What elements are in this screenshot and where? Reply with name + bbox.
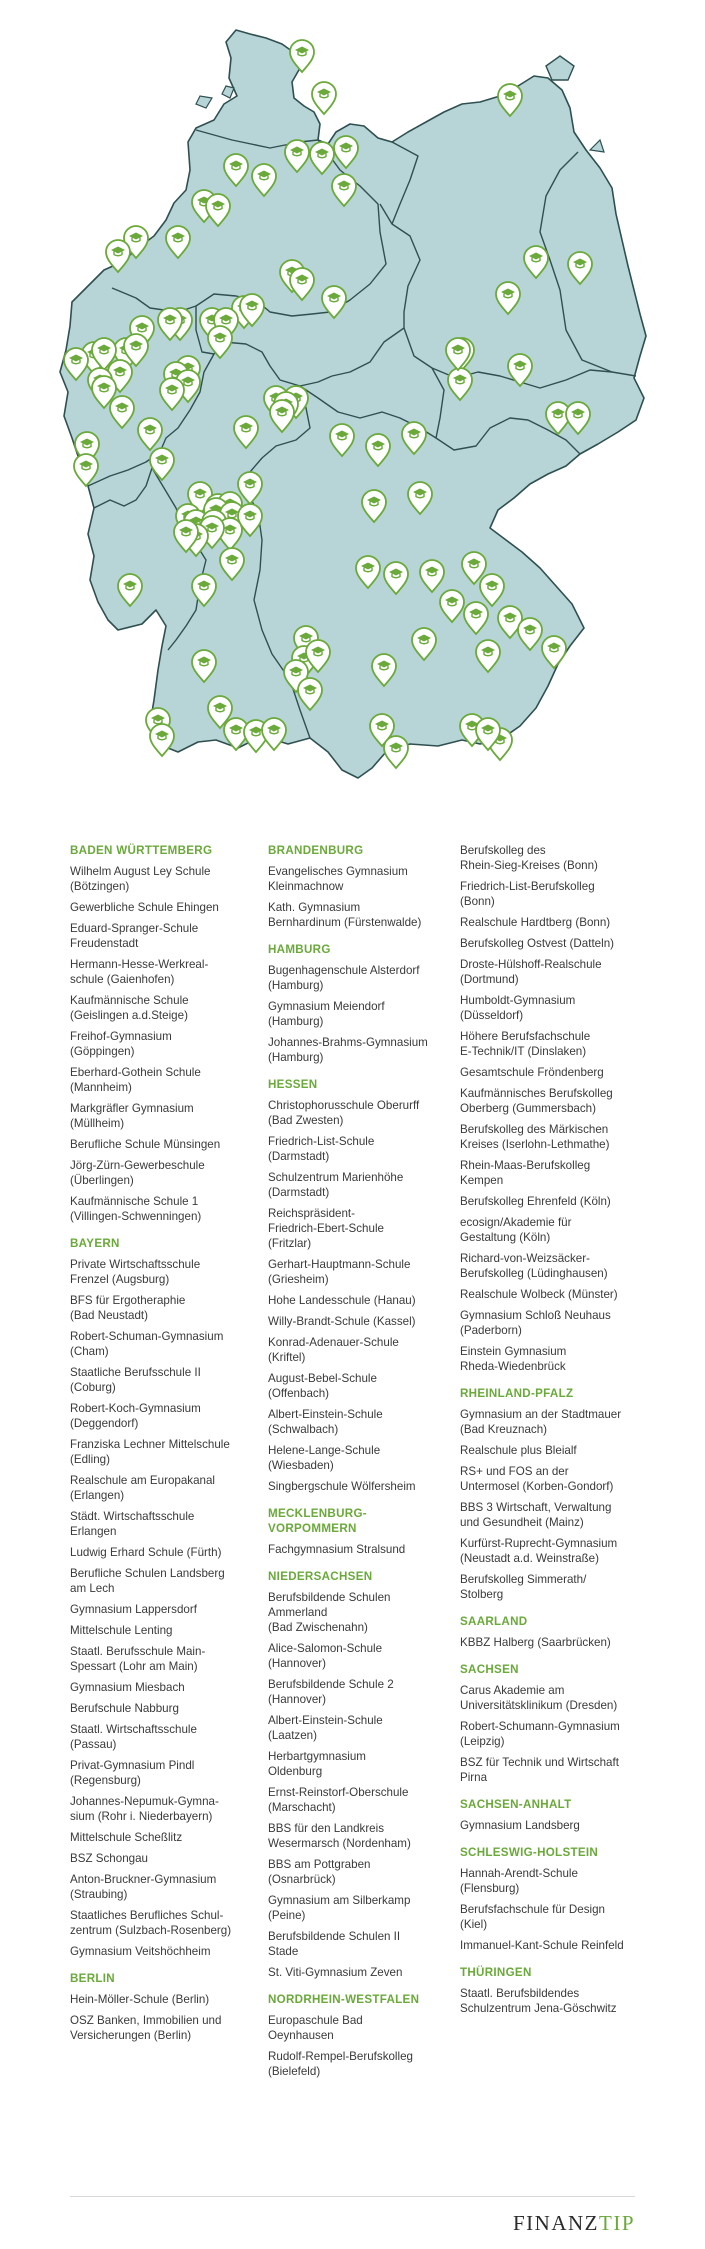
school-entry: Hohe Landesschule (Hanau) [268, 1294, 416, 1307]
school-entry: RS+ und FOS an der Untermosel (Korben-Gondorf) [460, 1465, 614, 1493]
school-entry: Staatliche Berufsschule II (Coburg) [70, 1366, 201, 1394]
school-entry: Markgräfler Gymnasium (Müllheim) [70, 1102, 194, 1130]
state-heading: SACHSEN [460, 1663, 519, 1676]
school-entry: Bugenhagenschule Alsterdorf (Hamburg) [268, 964, 420, 992]
school-entry: Private Wirtschaftsschule Frenzel (Augsburg) [70, 1258, 201, 1286]
school-entry: Berufliche Schule Münsingen [70, 1138, 221, 1151]
state-heading: BERLIN [70, 1972, 115, 1985]
school-entry: Berufskolleg des Märkischen Kreises (Iserlohn-Lethmathe) [460, 1123, 610, 1151]
school-entry: BBS am Pottgraben (Osnarbrück) [268, 1858, 371, 1886]
school-entry: Singbergschule Wölfersheim [268, 1480, 416, 1493]
school-entry: Mittelschule Lenting [70, 1624, 173, 1637]
school-entry: Berufsbildende Schule 2 (Hannover) [268, 1678, 394, 1706]
school-entry: Berufsbildende Schulen II Stade [268, 1930, 401, 1958]
school-entry: Europaschule Bad Oeynhausen [268, 2014, 363, 2042]
state-heading: NORDRHEIN-WESTFALEN [268, 1993, 420, 2006]
school-entry: Robert-Schuman-Gymnasium (Cham) [70, 1330, 224, 1358]
state-heading: BAYERN [70, 1237, 120, 1250]
state-heading: SCHLESWIG-HOLSTEIN [460, 1846, 599, 1859]
school-entry: Realschule plus Bleialf [460, 1444, 577, 1457]
school-entry: Gymnasium Lappersdorf [70, 1603, 197, 1616]
school-entry: Ludwig Erhard Schule (Fürth) [70, 1546, 222, 1559]
school-entry: Gymnasium am Silberkamp (Peine) [268, 1894, 411, 1922]
school-entry: Gesamtschule Fröndenberg [460, 1066, 604, 1079]
state-heading: THÜRINGEN [460, 1966, 532, 1979]
school-entry: Berufschule Nabburg [70, 1702, 179, 1715]
school-entry: Höhere Berufsfachschule E-Technik/IT (Dinslaken) [460, 1030, 591, 1058]
school-entry: Berufskolleg Simmerath/ Stolberg [460, 1573, 587, 1601]
school-entry: Rhein-Maas-Berufskolleg Kempen [460, 1159, 591, 1187]
logo-text-tip: TIP [599, 2211, 635, 2235]
school-entry: Robert-Koch-Gymnasium (Deggendorf) [70, 1402, 201, 1430]
school-entry: Gerhart-Hauptmann-Schule (Griesheim) [268, 1258, 411, 1286]
school-entry: Immanuel-Kant-Schule Reinfeld [460, 1939, 624, 1952]
state-heading: HAMBURG [268, 943, 331, 956]
school-entry: Einstein Gymnasium Rheda-Wiedenbrück [460, 1345, 567, 1373]
school-entry: Anton-Bruckner-Gymnasium (Straubing) [70, 1873, 217, 1901]
school-marker-icon[interactable] [384, 736, 408, 768]
footer-divider [70, 2196, 635, 2197]
logo-text-finanz: FINANZ [513, 2211, 599, 2235]
school-entry: Robert-Schumann-Gymnasium (Leipzig) [460, 1720, 620, 1748]
school-entry: Hannah-Arendt-Schule (Flensburg) [460, 1867, 578, 1895]
school-entry: Gymnasium Veitshöchheim [70, 1945, 211, 1958]
school-entry: Realschule am Europakanal (Erlangen) [70, 1474, 216, 1502]
school-entry: Carus Akademie am Universitätsklinikum (Dresden) [460, 1684, 618, 1712]
school-entry: Eduard-Spranger-Schule Freudenstadt [70, 922, 199, 950]
school-entry: Staatl. Berufsbildendes Schulzentrum Jena-Göschwitz [460, 1987, 617, 2015]
school-entry: Gewerbliche Schule Ehingen [70, 901, 219, 914]
school-entry: Alice-Salomon-Schule (Hannover) [268, 1642, 383, 1670]
school-entry: Franziska Lechner Mittelschule (Edling) [70, 1438, 230, 1466]
school-entry: Kaufmännische Schule (Geislingen a.d.Steige) [70, 994, 189, 1022]
state-heading: HESSEN [268, 1078, 318, 1091]
state-heading: SAARLAND [460, 1615, 528, 1628]
school-entry: Kaufmännisches Berufskolleg Oberberg (Gummersbach) [460, 1087, 613, 1115]
school-entry: Berufliche Schulen Landsberg am Lech [70, 1567, 225, 1595]
school-marker-icon[interactable] [150, 724, 174, 756]
school-list-column-2 [268, 843, 458, 2085]
school-entry: Droste-Hülshoff-Realschule (Dortmund) [460, 958, 602, 986]
school-entry: BBS 3 Wirtschaft, Verwaltung und Gesundheit (Mainz) [460, 1501, 612, 1529]
state-heading: SACHSEN-ANHALT [460, 1798, 572, 1811]
school-entry: Gymnasium Landsberg [460, 1819, 580, 1832]
school-entry: Gymnasium Miesbach [70, 1681, 185, 1694]
state-heading: BADEN WÜRTTEMBERG [70, 844, 213, 857]
school-list-column-1 [70, 843, 260, 2049]
school-entry: Berufskolleg des Rhein-Sieg-Kreises (Bonn) [460, 844, 598, 872]
school-entry: Gymnasium Schloß Neuhaus (Paderborn) [460, 1309, 611, 1337]
school-entry: Mittelschule Scheßlitz [70, 1831, 183, 1844]
school-entry: Staatliches Berufliches Schul- zentrum (Sulzbach-Rosenberg) [70, 1909, 232, 1937]
school-entry: KBBZ Halberg (Saarbrücken) [460, 1636, 611, 1649]
school-entry: Wilhelm August Ley Schule (Bötzingen) [70, 865, 211, 893]
school-entry: Gymnasium an der Stadtmauer (Bad Kreuznach) [460, 1408, 622, 1436]
state-heading: BRANDENBURG [268, 844, 364, 857]
school-entry: Gymnasium Meiendorf (Hamburg) [268, 1000, 385, 1028]
school-entry: Evangelisches Gymnasium Kleinmachnow [268, 865, 408, 893]
school-entry: Realschule Hardtberg (Bonn) [460, 916, 611, 929]
school-entry: Friedrich-List-Berufskolleg (Bonn) [460, 880, 595, 908]
school-entry: Berufsfachschule für Design (Kiel) [460, 1903, 605, 1931]
school-marker-icon[interactable] [312, 82, 336, 114]
school-entry: Christophorusschule Oberurff (Bad Zwesten) [268, 1099, 420, 1127]
school-entry: Konrad-Adenauer-Schule (Kriftel) [268, 1336, 399, 1364]
school-entry: August-Bebel-Schule (Offenbach) [268, 1372, 377, 1400]
school-entry: Helene-Lange-Schule (Wiesbaden) [268, 1444, 381, 1472]
school-entry: Ernst-Reinstorf-Oberschule (Marschacht) [268, 1786, 409, 1814]
school-list-column-3 [460, 843, 650, 2022]
state-heading: NIEDERSACHSEN [268, 1570, 373, 1583]
school-entry: BFS für Ergotheraphie (Bad Neustadt) [70, 1294, 186, 1322]
school-entry: OSZ Banken, Immobilien und Versicherungen (Berlin) [70, 2014, 222, 2042]
school-entry: Jörg-Zürn-Gewerbeschule (Überlingen) [70, 1159, 205, 1187]
school-entry: Kath. Gymnasium Bernhardinum (Fürstenwalde) [268, 901, 422, 929]
school-entry: Eberhard-Gothein Schule (Mannheim) [70, 1066, 201, 1094]
school-entry: Staatl. Berufsschule Main- Spessart (Lohr am Main) [70, 1645, 206, 1673]
school-entry: Berufsbildende Schulen Ammerland (Bad Zwischenahn) [268, 1591, 391, 1634]
school-entry: Herbartgymnasium Oldenburg [268, 1750, 366, 1778]
school-entry: Kurfürst-Ruprecht-Gymnasium (Neustadt a.d. Weinstraße) [460, 1537, 618, 1565]
school-entry: Friedrich-List-Schule (Darmstadt) [268, 1135, 375, 1163]
finanztip-logo [513, 2211, 635, 2236]
state-heading: MECKLENBURG- VORPOMMERN [268, 1507, 367, 1535]
school-entry: BSZ für Technik und Wirtschaft Pirna [460, 1756, 619, 1784]
school-entry: Willy-Brandt-Schule (Kassel) [268, 1315, 416, 1328]
school-entry: Richard-von-Weizsäcker- Berufskolleg (Lüdinghausen) [460, 1252, 608, 1280]
school-entry: Hermann-Hesse-Werkreal- schule (Gaienhofen) [70, 958, 209, 986]
school-entry: Rudolf-Rempel-Berufskolleg (Bielefeld) [268, 2050, 413, 2078]
school-entry: Reichspräsident- Friedrich-Ebert-Schule (Fritzlar) [268, 1207, 384, 1250]
school-entry: Berufskolleg Ehrenfeld (Köln) [460, 1195, 611, 1208]
school-entry: Fachgymnasium Stralsund [268, 1543, 406, 1556]
school-entry: Berufskolleg Ostvest (Datteln) [460, 937, 614, 950]
school-entry: Humboldt-Gymnasium (Düsseldorf) [460, 994, 576, 1022]
school-entry: Städt. Wirtschaftsschule Erlangen [70, 1510, 195, 1538]
school-entry: Kaufmännische Schule 1 (Villingen-Schwenningen) [70, 1195, 202, 1223]
school-entry: BBS für den Landkreis Wesermarsch (Nordenham) [268, 1822, 411, 1850]
school-marker-icon[interactable] [262, 718, 286, 750]
school-entry: Realschule Wolbeck (Münster) [460, 1288, 618, 1301]
school-entry: Albert-Einstein-Schule (Schwalbach) [268, 1408, 383, 1436]
state-heading: RHEINLAND-PFALZ [460, 1387, 574, 1400]
school-entry: Schulzentrum Marienhöhe (Darmstadt) [268, 1171, 404, 1199]
school-entry: St. Viti-Gymnasium Zeven [268, 1966, 403, 1979]
germany-map [0, 0, 705, 830]
school-entry: Hein-Möller-Schule (Berlin) [70, 1993, 210, 2006]
school-entry: ecosign/Akademie für Gestaltung (Köln) [460, 1216, 572, 1244]
school-entry: BSZ Schongau [70, 1852, 148, 1865]
school-entry: Albert-Einstein-Schule (Laatzen) [268, 1714, 383, 1742]
school-entry: Staatl. Wirtschaftsschule (Passau) [70, 1723, 197, 1751]
school-entry: Privat-Gymnasium Pindl (Regensburg) [70, 1759, 195, 1787]
school-entry: Freihof-Gymnasium (Göppingen) [70, 1030, 172, 1058]
school-entry: Johannes-Brahms-Gymnasium (Hamburg) [268, 1036, 428, 1064]
school-entry: Johannes-Nepumuk-Gymna- sium (Rohr i. Niederbayern) [70, 1795, 219, 1823]
